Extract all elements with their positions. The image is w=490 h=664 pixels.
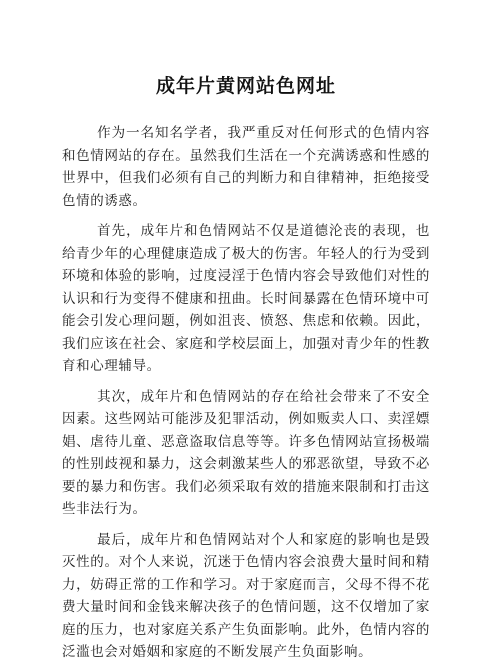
paragraph-third-point: 最后，成年片和色情网站对个人和家庭的影响也是毁灭性的。对个人来说，沉迷于色情内容会浪费大量时间和精力，妨碍正常的工作和学习。对于家庭而言，父母不得不花费大量时间和金钱来解决孩子的色情问题，这不仅增加了家庭的压力，也对家庭关系产生负面影响。此外，色情内容的泛滥也会对婚姻和家庭的不断发展产生负面影响。 bbox=[62, 531, 430, 660]
paragraph-second-point: 其次，成年片和色情网站的存在给社会带来了不安全因素。这些网站可能涉及犯罪活动，例如贩卖人口、卖淫嫖娼、虐待儿童、恶意盗取信息等等。许多色情网站宣扬极端的性别歧视和暴力，这会刺激某些人的邪恶欲望，导致不必要的暴力和伤害。我们必须采取有效的措施来限制和打击这些非法行为。 bbox=[62, 388, 430, 517]
document-body bbox=[62, 122, 430, 664]
document-title: 成年片黄网站色网址 bbox=[155, 75, 336, 97]
paragraph-intro: 作为一名知名学者，我严重反对任何形式的色情内容和色情网站的存在。虽然我们生活在一个充满诱惑和性感的世界中，但我们必须有自己的判断力和自律精神，拒绝接受色情的诱惑。 bbox=[62, 125, 430, 209]
paragraph-first-point: 首先，成年片和色情网站不仅是道德沦丧的表现，也给青少年的心理健康造成了极大的伤害。年轻人的行为受到环境和体验的影响，过度浸淫于色情内容会导致他们对性的认识和行为变得不健康和扭曲。长时间暴露在色情环境中可能会引发心理问题，例如沮丧、愤怒、焦虑和依赖。因此，我们应该在社会、家庭和学校层面上，加强对青少年的性教育和心理辅导。 bbox=[62, 223, 430, 374]
